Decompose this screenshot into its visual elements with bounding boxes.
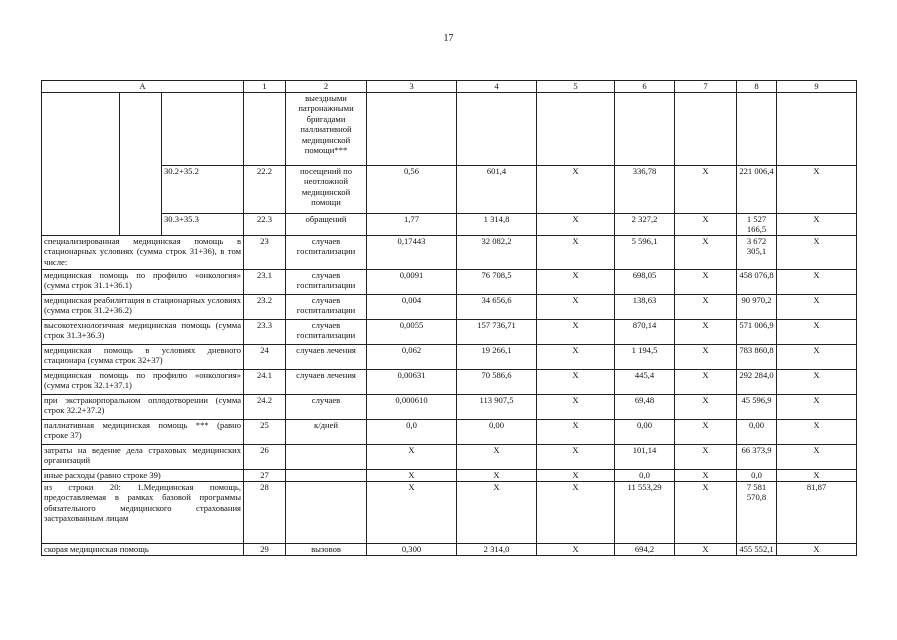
cell-a: из строки 20: 1.Медицинская помощь, предоставляемая в рамках базовой программы обязательного медицинского страхования застрахованным лицам [42, 481, 244, 543]
cell-c1: 27 [244, 469, 286, 481]
cell-c9: Х [777, 444, 857, 469]
cell-c1: 24 [244, 344, 286, 369]
cell-c2: выездными патронажными бригадами паллиативной медицинской помощи*** [286, 93, 367, 166]
cell-c7: Х [675, 269, 737, 294]
cell-c4: 113 907,5 [457, 394, 537, 419]
cell-a: медицинская помощь по профилю «онкология» (сумма строк 32.1+37.1) [42, 369, 244, 394]
cell-c4: Х [457, 469, 537, 481]
cell-a: медицинская помощь в условиях дневного стационара (сумма строк 32+37) [42, 344, 244, 369]
cell-c3: 1,77 [367, 214, 457, 236]
cell-c8: 45 596,9 [737, 394, 777, 419]
cell-c9: Х [777, 166, 857, 214]
cell-c9: Х [777, 235, 857, 269]
cell-c1: 23.3 [244, 319, 286, 344]
cell-c8: 3 672 305,1 [737, 235, 777, 269]
cell-c4: 19 266,1 [457, 344, 537, 369]
cell-c6: 1 194,5 [615, 344, 675, 369]
cell-c9 [777, 93, 857, 166]
cell-a-mid [120, 93, 162, 166]
cell-c7: Х [675, 214, 737, 236]
cell-c8: 7 581 570,8 [737, 481, 777, 543]
cell-c9: Х [777, 319, 857, 344]
cell-c1: 23 [244, 235, 286, 269]
cell-c2: случаев госпитализации [286, 235, 367, 269]
table-row [42, 294, 857, 319]
table-row [42, 543, 857, 555]
cell-c3: 0,300 [367, 543, 457, 555]
cell-c5: Х [537, 419, 615, 444]
cell-c6: 101,14 [615, 444, 675, 469]
cell-c9: Х [777, 214, 857, 236]
table-row [42, 344, 857, 369]
cell-c2: вызовов [286, 543, 367, 555]
cell-c2: случаев лечения [286, 344, 367, 369]
cell-a-mid [120, 214, 162, 236]
cell-c1: 26 [244, 444, 286, 469]
cell-c2: случаев лечения [286, 369, 367, 394]
cell-c7: Х [675, 319, 737, 344]
cell-c7 [675, 93, 737, 166]
cell-c4: Х [457, 481, 537, 543]
cell-c3: Х [367, 469, 457, 481]
cell-c6: 2 327,2 [615, 214, 675, 236]
table-row [42, 319, 857, 344]
cell-c4: 0,00 [457, 419, 537, 444]
cell-c2 [286, 469, 367, 481]
cell-c7: Х [675, 419, 737, 444]
header-col-4: 4 [457, 81, 537, 93]
cell-a-mid [120, 166, 162, 214]
cell-c8: 1 527 166,5 [737, 214, 777, 236]
cell-c9: Х [777, 369, 857, 394]
cell-c9: Х [777, 419, 857, 444]
cell-c5: Х [537, 444, 615, 469]
header-row [42, 81, 857, 93]
cell-c3: 0,00631 [367, 369, 457, 394]
header-col-3: 3 [367, 81, 457, 93]
data-table [41, 80, 857, 556]
cell-a: при экстракорпоральном оплодотворении (сумма строк 32.2+37.2) [42, 394, 244, 419]
cell-a: медицинская реабилитация в стационарных условиях (сумма строк 31.2+36.2) [42, 294, 244, 319]
header-col-6: 6 [615, 81, 675, 93]
cell-c3: 0,000610 [367, 394, 457, 419]
table-row [42, 93, 857, 166]
cell-c8: 0,00 [737, 419, 777, 444]
cell-c2: посещений по неотложной медицинской помощи [286, 166, 367, 214]
table-row [42, 235, 857, 269]
cell-c6: 69,48 [615, 394, 675, 419]
cell-c5: Х [537, 294, 615, 319]
page-number: 17 [443, 33, 454, 44]
cell-c2 [286, 481, 367, 543]
cell-a: затраты на ведение дела страховых медицинских организаций [42, 444, 244, 469]
cell-c3: 0,004 [367, 294, 457, 319]
cell-c3: 0,0055 [367, 319, 457, 344]
cell-c1: 28 [244, 481, 286, 543]
cell-c9: Х [777, 543, 857, 555]
cell-c8: 458 076,8 [737, 269, 777, 294]
cell-c5: Х [537, 394, 615, 419]
cell-c6 [615, 93, 675, 166]
cell-c5: Х [537, 214, 615, 236]
cell-a: специализированная медицинская помощь в стационарных условиях (сумма строк 31+36), в том числе: [42, 235, 244, 269]
cell-c6: 336,78 [615, 166, 675, 214]
cell-c4: 601,4 [457, 166, 537, 214]
cell-c7: Х [675, 369, 737, 394]
cell-sub [162, 93, 244, 166]
cell-c8: 90 970,2 [737, 294, 777, 319]
cell-c1: 23.2 [244, 294, 286, 319]
header-col-7: 7 [675, 81, 737, 93]
cell-c1: 29 [244, 543, 286, 555]
cell-c5 [537, 93, 615, 166]
cell-a [42, 214, 120, 236]
cell-c5: Х [537, 319, 615, 344]
cell-c7: Х [675, 469, 737, 481]
cell-c5: Х [537, 481, 615, 543]
cell-c9: Х [777, 294, 857, 319]
cell-c6: 11 553,29 [615, 481, 675, 543]
table-row [42, 269, 857, 294]
cell-c4: 76 708,5 [457, 269, 537, 294]
cell-c1: 24.1 [244, 369, 286, 394]
table-row [42, 166, 857, 214]
cell-c3: 0,17443 [367, 235, 457, 269]
cell-c4: 1 314,8 [457, 214, 537, 236]
cell-c9: Х [777, 269, 857, 294]
cell-a: паллиативная медицинская помощь *** (равно строке 37) [42, 419, 244, 444]
cell-c7: Х [675, 235, 737, 269]
cell-c9: Х [777, 344, 857, 369]
cell-c5: Х [537, 344, 615, 369]
cell-c7: Х [675, 166, 737, 214]
cell-c3: Х [367, 444, 457, 469]
header-col-a: А [42, 81, 244, 93]
cell-a: медицинская помощь по профилю «онкология» (сумма строк 31.1+36.1) [42, 269, 244, 294]
cell-c9: Х [777, 469, 857, 481]
table-row [42, 469, 857, 481]
cell-c8: 0,0 [737, 469, 777, 481]
cell-sub: 30.2+35.2 [162, 166, 244, 214]
cell-c2: случаев госпитализации [286, 319, 367, 344]
header-col-5: 5 [537, 81, 615, 93]
cell-c7: Х [675, 543, 737, 555]
cell-c1: 25 [244, 419, 286, 444]
header-col-9: 9 [777, 81, 857, 93]
cell-c3: 0,0091 [367, 269, 457, 294]
cell-c6: 5 596,1 [615, 235, 675, 269]
cell-c3: Х [367, 481, 457, 543]
table-row [42, 444, 857, 469]
cell-c8: 66 373,9 [737, 444, 777, 469]
cell-c5: Х [537, 166, 615, 214]
cell-c2: случаев [286, 394, 367, 419]
cell-c7: Х [675, 444, 737, 469]
table-row [42, 394, 857, 419]
table-row [42, 481, 857, 543]
cell-a: иные расходы (равно строке 39) [42, 469, 244, 481]
cell-c2: обращений [286, 214, 367, 236]
cell-c2: к/дней [286, 419, 367, 444]
cell-c5: Х [537, 269, 615, 294]
cell-c5: Х [537, 235, 615, 269]
cell-c6: 138,63 [615, 294, 675, 319]
cell-c1 [244, 93, 286, 166]
table-row [42, 214, 857, 236]
header-col-8: 8 [737, 81, 777, 93]
cell-a [42, 166, 120, 214]
cell-c7: Х [675, 294, 737, 319]
cell-c8: 292 284,0 [737, 369, 777, 394]
cell-c3: 0,062 [367, 344, 457, 369]
cell-c6: 0,0 [615, 469, 675, 481]
cell-c2: случаев госпитализации [286, 294, 367, 319]
cell-c1: 22.3 [244, 214, 286, 236]
cell-c8: 783 860,8 [737, 344, 777, 369]
cell-c2: случаев госпитализации [286, 269, 367, 294]
cell-a [42, 93, 120, 166]
cell-c1: 22.2 [244, 166, 286, 214]
cell-c6: 698,05 [615, 269, 675, 294]
header-col-1: 1 [244, 81, 286, 93]
cell-c5: Х [537, 469, 615, 481]
cell-c4: 34 656,6 [457, 294, 537, 319]
cell-c5: Х [537, 543, 615, 555]
cell-c8 [737, 93, 777, 166]
cell-a: скорая медицинская помощь [42, 543, 244, 555]
cell-a: высокотехнологичная медицинская помощь (сумма строк 31.3+36.3) [42, 319, 244, 344]
cell-c6: 870,14 [615, 319, 675, 344]
cell-c3 [367, 93, 457, 166]
cell-c4: 70 586,6 [457, 369, 537, 394]
table-row [42, 419, 857, 444]
cell-c7: Х [675, 481, 737, 543]
cell-c4 [457, 93, 537, 166]
cell-c9: 81,87 [777, 481, 857, 543]
cell-c1: 24.2 [244, 394, 286, 419]
cell-c3: 0,56 [367, 166, 457, 214]
cell-c6: 694,2 [615, 543, 675, 555]
cell-c3: 0,0 [367, 419, 457, 444]
cell-c7: Х [675, 344, 737, 369]
cell-c4: 2 314,0 [457, 543, 537, 555]
cell-c6: 445,4 [615, 369, 675, 394]
cell-c5: Х [537, 369, 615, 394]
cell-c8: 571 006,9 [737, 319, 777, 344]
cell-c4: 157 736,71 [457, 319, 537, 344]
table-row [42, 369, 857, 394]
cell-sub: 30.3+35.3 [162, 214, 244, 236]
header-col-2: 2 [286, 81, 367, 93]
cell-c7: Х [675, 394, 737, 419]
cell-c4: Х [457, 444, 537, 469]
cell-c8: 455 552,1 [737, 543, 777, 555]
cell-c1: 23.1 [244, 269, 286, 294]
cell-c9: Х [777, 394, 857, 419]
cell-c6: 0,00 [615, 419, 675, 444]
cell-c8: 221 006,4 [737, 166, 777, 214]
cell-c2 [286, 444, 367, 469]
cell-c4: 32 082,2 [457, 235, 537, 269]
